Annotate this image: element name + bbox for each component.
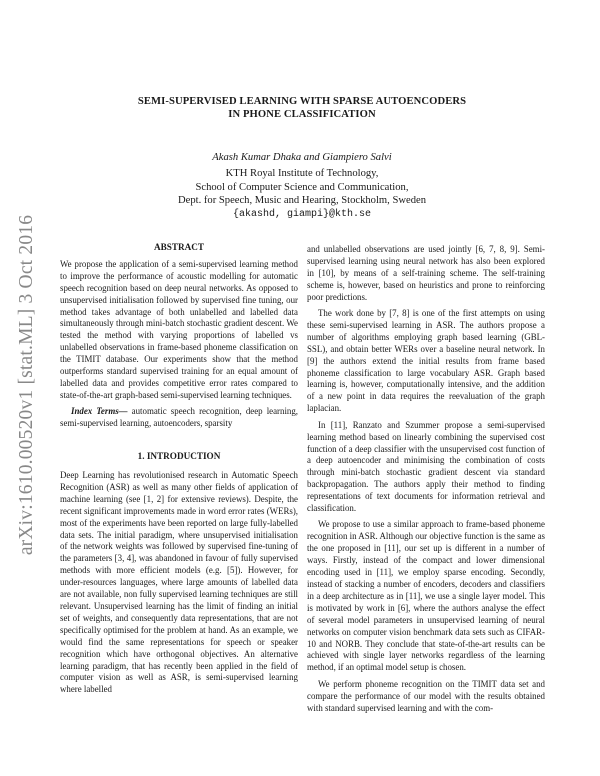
left-column (60, 242, 298, 701)
index-terms (60, 406, 298, 430)
right-column (307, 244, 545, 719)
authors: Akash Kumar Dhaka and Giampiero Salvi (212, 152, 392, 163)
affiliation-line: KTH Royal Institute of Technology, (225, 168, 379, 179)
title-line: SEMI-SUPERVISED LEARNING WITH SPARSE AUTOENCODERS (137, 96, 467, 107)
abstract-text: We propose the application of a semi-supervised learning method to improve the performance of acoustic modelling for automatic speech recognition based on deep neural networks. As opposed to unsupervised initialisation followed by supervised fine tuning, our method takes advantage of both unlabelled and labelled data simultaneously through mini-batch stochastic gradient descent. We tested the method with varying proportions of labelled vs unlabelled observations in frame-based phoneme classification on the TIMIT database. Our experiments show that the method outperforms standard supervised training for an equal amount of labelled data and provides competitive error rates compared to state-of-the-art graph-based semi-supervised learning techniques. (60, 258, 298, 400)
intro-paragraph-continued: and unlabelled observations are used jointly [6, 7, 8, 9]. Semi-supervised learning using neural network has also been explored in [10], by means of a self-training scheme. The self-training scheme is, however, based on heuristics and prone to reinforcing poor predictions. (307, 244, 545, 302)
introduction-heading: 1. INTRODUCTION (137, 451, 221, 462)
intro-paragraph: In [11], Ranzato and Szummer propose a semi-supervised learning method based on linearly combining the supervised cost function of a deep classifier with the unsupervised cost function of a deep autoencoder and minimising the combination of costs through mini-batch stochastic gradient descent via standard backpropagation. The authors apply their method to finding representations of text documents for information retrieval and classification. (307, 419, 545, 514)
arxiv-stamp: arXiv:1610.00520v1 [stat.ML] 3 Oct 2016 (16, 214, 37, 556)
title-line: IN PHONE CLASSIFICATION (228, 109, 376, 120)
affiliation-line: School of Computer Science and Communication, (195, 181, 409, 193)
intro-paragraph: We propose to use a similar approach to frame-based phoneme recognition in ASR. Although our objective function is the same as the one proposed in [11], our set up is different in a number of ways. Firstly, instead of the compact and lower dimensional encoding used in [11], we employ sparse encoding. Secondly, instead of stacking a number of encoders, decoders and classifiers in a deep architecture as in [11], we use a single layer model. This is motivated by work in [6], where the authors analyse the effect of several model parameters in unsupervised learning of neural networks on computer vision benchmark data sets such as CIFAR-10 and NORB. They conclude that state-of-the-art results can be achieved with single layer networks regardless of the learning method, if an optimal model setup is chosen. (307, 519, 545, 673)
paper-title (60, 95, 544, 121)
email: {akashd, giampi}@kth.se (232, 208, 372, 220)
affiliation-line: Dept. for Speech, Music and Hearing, Stockholm, Sweden (177, 195, 427, 207)
intro-paragraph: We perform phoneme recognition on the TIMIT data set and compare the performance of our model with the results obtained with standard supervised learning and with the com- (307, 678, 545, 713)
affiliation (60, 167, 544, 221)
index-terms-text: automatic speech recognition, deep learning, semi-supervised learning, autoencoders, sparsity (60, 406, 299, 429)
intro-paragraph: Deep Learning has revolutionised research in Automatic Speech Recognition (ASR) as well as many other fields of application of machine learning (see [1, 2] for extensive reviews). Despite, the recent significant improvements made in word error rates (WERs), most of the experiments have been reported on large fully-labelled data sets. The initial paradigm, where unsupervised initialisation of the network weights was followed by supervised fine-tuning of the parameters [3, 4], was abandoned in favour of fully supervised methods with more efficient models (e.g. [5]). However, for under-resources languages, where large amounts of labelled data are not available, non fully supervised learning techniques are still relevant. Unsupervised learning has the limit of finding an initial set of weights, and consequently data representations, that are not specifically optimised for the problem at hand. As an example, we would find the same representations for speech or speaker recognition which have orthogonal objectives. An alternative learning paradigm, that has recently been applied in the field of computer vision as well as ASR, is semi-supervised learning where labelled (60, 470, 298, 695)
intro-paragraph: The work done by [7, 8] is one of the first attempts on using these semi-supervised learning in ASR. The authors propose a number of algorithms employing graph based learning (GBL-SSL), and obtain better WERs over a baseline neural network. In [9] the authors extend the initial results from frame based phoneme classification to large vocabulary ASR. Graph based learning is, however, computationally intensive, and the addition of a new point in data requires the reevaluation of the graph laplacian. (307, 308, 545, 414)
abstract-heading: ABSTRACT (153, 242, 205, 252)
index-terms-label: Index Terms— (71, 406, 128, 417)
